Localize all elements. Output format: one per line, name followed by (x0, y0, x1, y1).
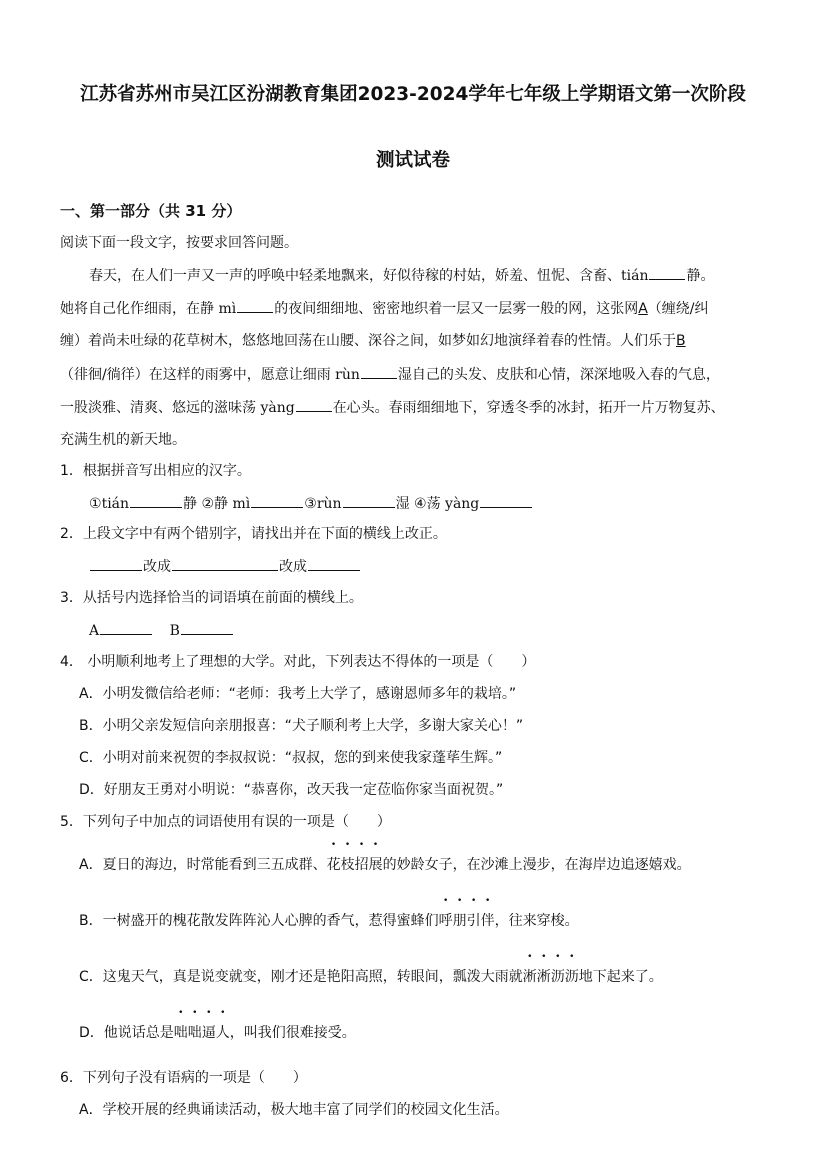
pinyin: rùn (316, 496, 342, 512)
passage-line-5 (60, 397, 725, 418)
question-4-option-b[interactable]: B．小明父亲发短信向亲朋报喜：“犬子顺利考上大学，多谢大家关心！” (79, 718, 524, 734)
answer-blank-right-2[interactable] (308, 556, 360, 571)
dotted-char: 花 (326, 857, 341, 873)
dotted-char: 沥 (564, 969, 579, 985)
passage-text: 在心头。春雨细细地下，穿透冬季的冰封，拓开一片万物复苏、 (332, 400, 725, 416)
question-4-option-c[interactable]: C．小明对前来祝贺的李叔叔说：“叔叔，您的到来使我家蓬荜生辉。” (79, 750, 503, 766)
option-text: A．夏日的海边，时常能看到三五成群、 (79, 857, 327, 873)
item-label: ②静 (201, 496, 233, 512)
answer-blank-3[interactable] (343, 493, 395, 508)
blank (296, 397, 332, 412)
question-5-option-b[interactable] (79, 911, 579, 931)
pinyin: yàng (445, 496, 480, 512)
item-text: 改成 (143, 559, 171, 575)
question-5-option-a[interactable] (79, 855, 691, 875)
option-text: ，叫我们很难接受。 (229, 1025, 356, 1041)
option-text: B．一树盛开的槐花散发阵阵沁人心脾的香气，惹得蜜蜂们 (79, 913, 439, 929)
question-2-answers (89, 556, 361, 577)
answer-blank-4[interactable] (480, 493, 532, 508)
passage-line-4 (60, 364, 720, 385)
question-6-option-a[interactable]: A．学校开展的经典诵读活动，极大地丰富了同学们的校园文化生活。 (79, 1102, 509, 1118)
dotted-char: 人 (215, 1025, 230, 1041)
passage-text: （缠绕/纠 (647, 301, 709, 317)
question-1-stem: 1．根据拼音写出相应的汉字。 (60, 463, 251, 479)
item-label: ④荡 (414, 496, 446, 512)
doc-title-line2: 测试试卷 (375, 150, 450, 171)
blank-mark-b: B (676, 333, 686, 349)
passage-text: 她将自己化作细雨，在静 (60, 301, 219, 317)
question-1-answers (89, 493, 533, 514)
answer-blank-2[interactable] (251, 493, 303, 508)
option-text: C．这鬼天气，真是说变就变，刚才还是艳阳高照，转眼间，瓢泼大雨就 (79, 969, 523, 985)
doc-title-line1: 江苏省苏州市吴江区汾湖教育集团2023-2024学年七年级上学期语文第一次阶段 (80, 84, 746, 105)
dotted-char: 淅 (522, 969, 537, 985)
answer-blank-b[interactable] (181, 620, 233, 635)
blank (361, 364, 397, 379)
question-6-stem: 6．下列句子没有语病的一项是（ ） (60, 1070, 307, 1086)
question-4-option-d[interactable]: D．好朋友王勇对小明说：“恭喜你，改天我一定莅临你家当面祝贺。” (79, 782, 504, 798)
passage-text: 春天，在人们一声又一声的呼唤中轻柔地飘来，好似待稼的村姑，娇羞、忸怩、含畜、 (89, 268, 621, 284)
passage-line-6: 充满生机的新天地。 (60, 432, 186, 448)
question-5-option-d[interactable] (79, 1023, 356, 1043)
pinyin: tián (101, 496, 130, 512)
blank-mark-a: A (638, 301, 648, 317)
option-text: ，往来穿梭。 (494, 913, 579, 929)
blank (237, 298, 273, 313)
passage-text: 缠）着尚未吐绿的花草树木，悠悠地回荡在山腰、深谷之间，如梦如幻地演绎着春的性情。人们乐于 (60, 333, 676, 349)
item-label: B (169, 623, 180, 639)
blank (649, 265, 685, 280)
question-5-option-c[interactable] (79, 967, 663, 987)
option-text: 的妙龄女子，在沙滩上漫步，在海岸边追逐嬉戏。 (382, 857, 691, 873)
passage-line-1 (89, 265, 714, 286)
question-4-option-a[interactable]: A．小明发微信给老师：“老师：我考上大学了，感谢恩师多年的栽培。” (79, 686, 517, 702)
item-label: A (89, 623, 100, 639)
dotted-char: 伴 (480, 913, 495, 929)
passage-text: 的夜间细细地、密密地织着一层又一层雾一般的网，这张网 (274, 301, 639, 317)
item-label: ③ (304, 496, 317, 512)
option-text: D．他说话总是 (79, 1025, 174, 1041)
dotted-char: 逼 (201, 1025, 216, 1041)
passage-line-3 (60, 331, 686, 351)
passage-text: （徘徊/徜徉）在这样的雨雾中，愿意让细雨 (60, 367, 336, 383)
item-label: ① (89, 496, 102, 512)
dotted-char: 枝 (340, 857, 355, 873)
question-2-stem: 2．上段文字中有两个错别字，请找出并在下面的横线上改正。 (60, 526, 447, 542)
pinyin-yang: yàng (260, 400, 295, 416)
answer-blank-a[interactable] (100, 620, 152, 635)
pinyin: mì (232, 496, 251, 512)
question-3-answers (89, 620, 234, 641)
item-text: 湿 (395, 496, 410, 512)
option-text: 地下起来了。 (578, 969, 663, 985)
dotted-char: 咄 (187, 1025, 202, 1041)
pinyin-mi: mì (218, 301, 237, 317)
pinyin-tian: tián (621, 268, 649, 284)
item-text: 改成 (279, 559, 307, 575)
dotted-char: 淅 (536, 969, 551, 985)
answer-blank-1[interactable] (130, 493, 182, 508)
dotted-char: 展 (368, 857, 383, 873)
question-5-stem: 5．下列句子中加点的词语使用有误的一项是（ ） (60, 814, 391, 830)
section-heading: 一、第一部分（共 31 分） (60, 202, 242, 220)
passage-text: 静。 (686, 268, 715, 284)
passage-text: 湿自己的头发、皮肤和心情，深深地吸入春的气息， (397, 367, 720, 383)
question-3-stem: 3．从括号内选择恰当的词语填在前面的横线上。 (60, 590, 363, 606)
dotted-char: 沥 (550, 969, 565, 985)
dotted-char: 朋 (452, 913, 467, 929)
answer-blank-wrong-1[interactable] (90, 556, 142, 571)
dotted-char: 咄 (173, 1025, 188, 1041)
passage-text: 一股淡雅、清爽、悠远的滋味荡 (60, 400, 261, 416)
answer-blank-right-1[interactable] (172, 556, 278, 571)
item-text: 静 (183, 496, 198, 512)
instruction: 阅读下面一段文字，按要求回答问题。 (60, 235, 298, 251)
question-4-stem: 4． 小明顺利地考上了理想的大学。对此，下列表达不得体的一项是（ ） (60, 654, 536, 670)
dotted-char: 呼 (438, 913, 453, 929)
pinyin-run: rùn (335, 367, 360, 383)
passage-line-2 (60, 298, 709, 319)
dotted-char: 招 (354, 857, 369, 873)
dotted-char: 引 (466, 913, 481, 929)
